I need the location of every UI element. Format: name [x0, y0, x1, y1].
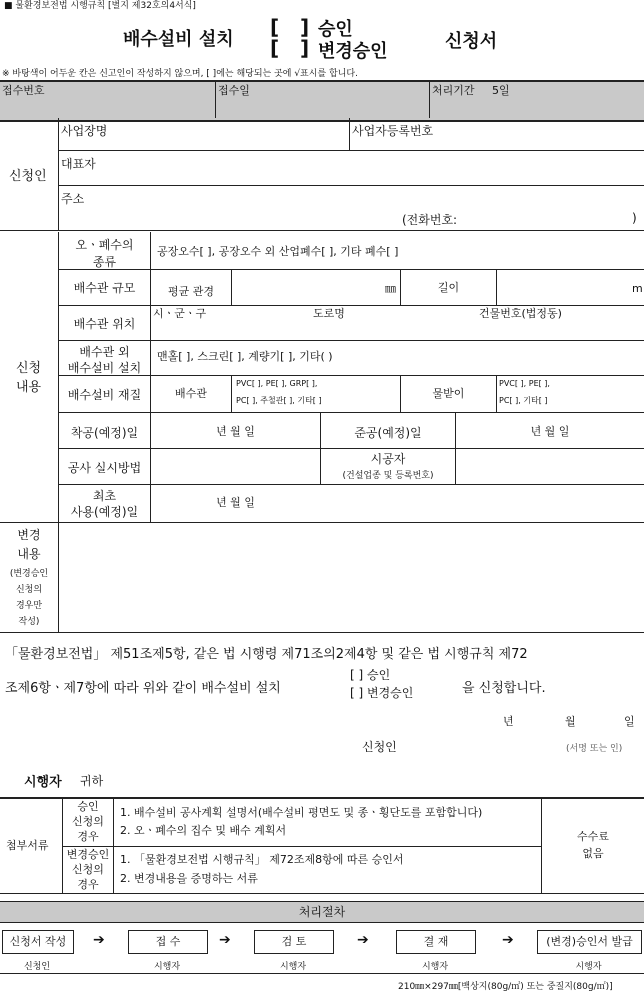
- attachments-top-line: [0, 797, 644, 799]
- pipe-size-divider-1: [231, 269, 232, 305]
- location-city: 시ㆍ군ㆍ구: [153, 307, 207, 320]
- process-step-5: (변경)승인서 발급: [537, 930, 642, 954]
- process-step-1: 신청서 작성: [2, 930, 74, 954]
- addressee-suffix: 귀하: [80, 774, 104, 788]
- change-case-label-3: 경우: [77, 878, 99, 891]
- contractor-label: 시공자: [370, 452, 406, 466]
- change-item-2: 2. 변경내용을 증명하는 서류: [120, 872, 258, 885]
- change-divider: [58, 522, 59, 632]
- change-label-4: 신청의: [15, 585, 43, 595]
- request-line-7: [58, 484, 644, 485]
- catch-material-line-2: PC[ ], 기타[ ]: [499, 396, 548, 405]
- pipe-size-label: 배수관 규모: [73, 281, 136, 295]
- attachments-row-line: [62, 846, 541, 847]
- change-case-label-1: 변경승인: [66, 848, 110, 861]
- material-divider-1: [231, 375, 232, 412]
- other-facility-label-1: 배수관 외: [79, 345, 130, 359]
- request-line-2: [58, 305, 644, 306]
- attachments-label: 첨부서류: [6, 839, 49, 852]
- title-option-change-approval: 변경승인: [318, 41, 388, 62]
- applicant-bottom-line: [0, 230, 644, 231]
- start-date-value: 년 월 일: [216, 425, 255, 438]
- footer-line: [0, 973, 644, 974]
- process-step-4: 결 재: [396, 930, 476, 954]
- change-label-5: 경우만: [15, 601, 43, 611]
- receipt-date-label: 접수일: [218, 84, 250, 97]
- statement-line-1: 「물환경보전법」 제51조제5항, 같은 법 시행령 제71조의2제4항 및 같은 법 시행규칙 제72: [5, 647, 528, 662]
- address-label: 주소: [61, 192, 85, 206]
- request-label-divider: [58, 232, 59, 522]
- fee-value: 없음: [582, 847, 604, 860]
- signature-note: (서명 또는 인): [566, 744, 623, 754]
- fee-label: 수수료: [577, 830, 609, 843]
- change-case-label-2: 신청의: [72, 863, 104, 876]
- process-step-2: 접 수: [128, 930, 208, 954]
- start-date-label: 착공(예정)일: [70, 426, 139, 440]
- statement-line-2b: 을 신청합니다.: [462, 681, 546, 696]
- first-use-value: 년 월 일: [216, 496, 255, 509]
- pipe-location-label: 배수관 위치: [73, 317, 136, 331]
- request-bottom-line: [0, 522, 644, 523]
- request-inner-divider: [150, 232, 151, 522]
- applicant-signature-label: 신청인: [362, 740, 397, 754]
- title-bracket-open-2: [: [270, 36, 280, 60]
- wastewater-type-label-1: 오ㆍ폐수의: [75, 238, 134, 252]
- pipe-material-line-1: PVC[ ], PE[ ], GRP[ ],: [236, 379, 318, 388]
- addressee-name: 시행자: [24, 775, 62, 790]
- applicant-label-divider: [58, 118, 59, 230]
- date-divider-2: [455, 412, 456, 484]
- request-line-3: [58, 340, 644, 341]
- request-line-5: [58, 412, 644, 413]
- date-month: 월: [565, 715, 576, 728]
- form-reference: ■ 물환경보전법 시행규칙 [별지 제32호의4서식]: [4, 1, 196, 11]
- request-line-6: [58, 448, 644, 449]
- first-use-label-1: 최초: [92, 489, 117, 503]
- applicant-col-divider: [349, 118, 350, 150]
- paper-spec: 210㎜×297㎜[백상지(80g/㎡) 또는 중질지(80g/㎡)]: [398, 982, 613, 992]
- title-bracket-open-1: [: [270, 15, 280, 39]
- title-bracket-close-2: ]: [300, 36, 310, 60]
- title-option-approval: 승인: [318, 19, 353, 40]
- process-arrow-icon-3: ➔: [357, 932, 369, 948]
- date-year: 년: [503, 715, 514, 728]
- location-building: 건물번호(법정동): [479, 307, 562, 320]
- date-day: 일: [624, 715, 635, 728]
- location-road: 도로명: [313, 307, 345, 320]
- approval-item-1: 1. 배수설비 공사계획 설명서(배수설비 평면도 및 종ㆍ횡단도를 포함합니다): [120, 806, 483, 819]
- process-actor-5: 시행자: [575, 962, 602, 972]
- receipt-divider-2: [429, 82, 430, 118]
- attachments-divider-3: [541, 798, 542, 893]
- pipe-material-line-2: PC[ ], 주철관[ ], 기타[ ]: [236, 396, 322, 405]
- first-use-label-2: 사용(예정)일: [70, 505, 139, 519]
- catch-material-line-1: PVC[ ], PE[ ],: [499, 379, 550, 388]
- approval-case-label-2: 신청의: [72, 815, 104, 828]
- process-arrow-icon-2: ➔: [219, 932, 231, 948]
- title-main: 배수설비 설치: [123, 29, 234, 50]
- process-actor-1: 신청인: [23, 962, 51, 972]
- attachments-bottom-line: [0, 893, 644, 894]
- change-label-1: 변경: [17, 528, 41, 542]
- process-arrow-icon-1: ➔: [93, 932, 105, 948]
- material-divider-3: [496, 375, 497, 412]
- processing-period-value: 5일: [492, 84, 510, 97]
- finish-date-label: 준공(예정)일: [354, 426, 422, 440]
- business-name-label: 사업장명: [61, 124, 108, 138]
- receipt-divider-1: [215, 82, 216, 118]
- approval-item-2: 2. 오ㆍ폐수의 집수 및 배수 계획서: [120, 824, 287, 837]
- statement-line-2a: 조제6항ㆍ제7항에 따라 위와 같이 배수설비 설치: [5, 681, 281, 696]
- mm-unit: ㎜: [385, 282, 396, 295]
- other-facility-options: 맨홀[ ], 스크린[ ], 계량기[ ], 기타( ): [157, 350, 333, 363]
- contractor-sub-label: (건설업종 및 등록번호): [342, 471, 434, 481]
- title-bracket-close-1: ]: [300, 15, 310, 39]
- change-bottom-line: [0, 632, 644, 633]
- wastewater-type-label-2: 종류: [92, 255, 117, 269]
- material-label: 배수설비 재질: [67, 388, 142, 402]
- change-item-1: 1. 「물환경보전법 시행규칙」 제72조제8항에 따른 승인서: [120, 853, 404, 866]
- process-arrow-icon-4: ➔: [502, 932, 514, 948]
- catch-basin-label: 물받이: [432, 387, 465, 400]
- process-actor-2: 시행자: [153, 962, 181, 972]
- process-actor-4: 시행자: [421, 962, 449, 972]
- pipe-label: 배수관: [175, 387, 207, 400]
- process-actor-3: 시행자: [279, 962, 307, 972]
- construction-method-label: 공사 실시방법: [67, 461, 142, 475]
- finish-date-value: 년 월 일: [530, 425, 570, 438]
- wastewater-type-options: 공장오수[ ], 공장오수 외 산업폐수[ ], 기타 폐수[ ]: [157, 245, 399, 258]
- statement-option-change: [ ] 변경승인: [350, 686, 414, 700]
- statement-option-approval: [ ] 승인: [350, 668, 391, 682]
- applicant-row-line-2: [58, 185, 644, 186]
- phone-close: ): [632, 211, 637, 225]
- notice: ※ 바탕색이 어두운 칸은 신고인이 작성하지 않으며, [ ]에는 해당되는 곳에 √표시를 합니다.: [2, 69, 358, 79]
- phone-label: (전화번호:: [402, 213, 458, 227]
- change-label-3: (변경승인: [9, 569, 49, 579]
- receipt-number-label: 접수번호: [2, 84, 45, 97]
- process-title: 처리절차: [0, 901, 644, 923]
- representative-label: 대표자: [61, 157, 96, 171]
- request-section-label-1: 신청: [16, 361, 42, 376]
- approval-case-label-1: 승인: [77, 800, 99, 813]
- change-label-2: 내용: [17, 547, 41, 561]
- length-label: 길이: [437, 281, 460, 294]
- approval-case-label-3: 경우: [77, 830, 99, 843]
- process-step-3: 검 토: [254, 930, 334, 954]
- avg-diameter-label: 평균 관경: [167, 285, 214, 298]
- pipe-size-divider-3: [496, 269, 497, 305]
- request-section-label-2: 내용: [16, 380, 42, 395]
- change-label-6: 작성): [18, 617, 40, 627]
- title-end: 신청서: [445, 31, 498, 52]
- business-reg-no-label: 사업자등록번호: [352, 124, 434, 138]
- applicant-section-label: 신청인: [9, 169, 47, 184]
- receipt-bar: [0, 80, 644, 122]
- m-unit: m: [632, 282, 643, 295]
- processing-period-label: 처리기간: [432, 84, 475, 97]
- applicant-row-line-1: [58, 150, 644, 151]
- other-facility-label-2: 배수설비 설치: [67, 361, 142, 375]
